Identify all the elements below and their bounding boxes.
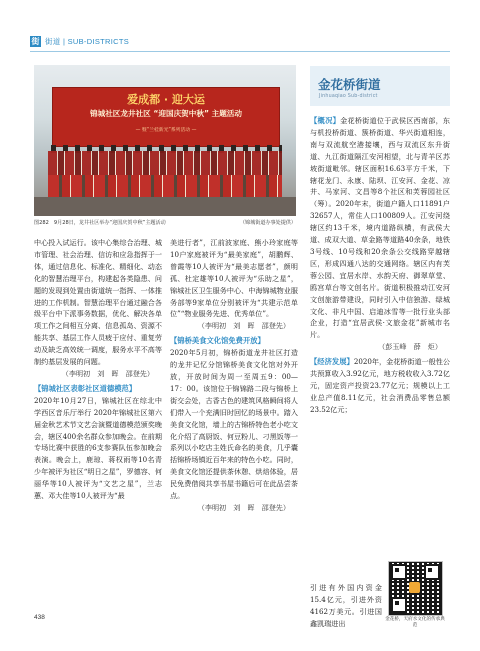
district-subtitle: Jinhuaqiao Sub-district [319,94,378,99]
paragraph: 2020年10月27日，锦城社区在综北中学西区音乐厅举行 2020年锦城社区第六届金秋艺术节文艺会演暨道德模范颁奖晚会，辖区400余名群众参加晚会。在前期专场比赛中获胜的6支参赛队伍参加晚会表演。晚会上，鹿琼、蒋权雨等10名青少年被评为社区“明日之星”，罗德容、何丽华等10人被评为“文艺之星”，兰志蕙、邓大佳等10人被评为“最 [34,395,162,501]
photo-credit: （锦城街道办事处提供） [239,220,296,226]
district-title-box [310,66,450,106]
section-heading: 【锦桥美食文化馆免费开放】 [170,336,265,346]
qr-code-icon [388,561,443,616]
banner-line-2: 锦城社区龙井社区 “迎国庆贺中秋” 主题活动 [90,109,242,118]
qr-caption: 金花桥，天府水文化的传承典范 [385,617,445,628]
byline: （李明初 刘 晖 邵登先） [197,321,290,331]
photo-caption-text: 图282 9月28日，龙井社区举办“迎国庆贺中秋”主题活动 [34,220,166,226]
column-3-tail [310,582,382,630]
page-number: 438 [34,614,45,621]
banner-line-3: — 暨“兰桂新光”系列活动 — [135,128,197,133]
district-title: 金花桥街道 [318,77,381,92]
event-photo [34,65,296,216]
byline: （李明初 刘 晖 邵登先） [197,502,290,512]
section-header [30,34,129,48]
event-banner [52,87,280,147]
column-3 [310,115,450,416]
paragraph: 金花桥街道位于武侯区西南部，东与机投桥街道、簇桥街道、华兴街道相连，南与双流航空港接壤，西与双流区东升街道、九江街道隔江安河相望，北与青羊区苏坡街道毗邻。辖区面积16.63平方千米，下辖花龙门、永康、陆坝、江安河、金花、凉井、马家河、文昌等8个社区和芙蓉园社区（筹）。2020年末，街道户籍人口11891户32657人，常住人口100809人。江安河绕辖区约13千米，境内道路纵横，有武侯大道、成双大道、草金路等道路40余条，地铁3号线、10号线和20余条公交线路穿越辖区，形成四通八达的交通网络。辖区内有芙蓉公园、宜居水岸、水韵天府、御翠草堂、鸥宫草台等文创名片。街道积极推动江安河文创旅游带建设，同时引入中信独游、绿城文化、非凡中国、启迪冰雪等一批行业头部企业，打造“宜居武侯·文旅金花”新城市名片。 [310,116,451,340]
section-title: 街道 | SUB-DISTRICTS [45,36,130,46]
photo-ground [34,197,296,216]
qr-logo-icon [409,582,420,593]
byline: （彭玉峰 薛 炬） [378,342,442,352]
paragraph: 美进行者”，江前波家庭、熊小玲家庭等10户家庭被评为“最美家庭”，胡鹏辉、曾霞等10人被评为“最美志愿者”，颜明孤、杜定雄等10人被评为“乐助之星”，锦城社区卫生服务中心、中海锦城物业服务部等9家单位分别被评为“共建示范单位”“物业服务先进、优秀单位”。 [170,238,298,319]
crowd-group [48,151,282,197]
paragraph: 中心投入试运行。该中心集综合治理、城市管理、社会治理、信访和应急指挥于一体，通过信息化、标准化、精细化、动态化的智慧治理平台，构建起各类隐患、问题的发现到处置由街道统一指挥、一体推进的工作机制。智慧治理平台通过融合各级平台中下派事务数据，优化、解决各单项工作之间相互分离、信息孤岛、资源不能共享、基层工作人员疲于应付、重复劳动及缺乏高效统一调度，服务水平不高等制约基层发展的问题。 [34,238,162,367]
column-1 [34,237,162,502]
section-icon: 街 [31,36,40,46]
byline: （李明初 刘 晖 邵登先） [61,368,154,378]
paragraph: 2020年，金花桥街道一般性公共预算收入3.92亿元，地方税收收入3.72亿元，固定资产投资23.77亿元；规模以上工业总产值8.11亿元，社会消费品零售总额23.52亿元； [310,357,450,414]
section-heading: 【概况】 [310,116,341,125]
paragraph: 2020年5月初，锦桥街道龙井社区打造的龙井记忆分馆锦桥美食文化馆对外开放，开放时间为周一至周五9：00—17：00。该馆位于锦锦路二段与锦桥上街交会处，古香古色的建筑风格瞬间将人们带入一个充满旧时回忆的场景中。踏入美食文化馆，墙上的古锦桥特色老小吃文化介绍了高厨饭、何豆粉儿、刁黑饭等一系列以小吃店主姓氏命名的美食，几乎囊括锦桥场镇近百年来的特色小吃。同时，美食文化馆还提供茶休憩、烘焙体验，居民免费借阅共享书屋书籍后可在此品尝茶点。 [170,348,298,501]
header-divider [30,51,450,52]
column-2 [170,237,298,514]
paragraph: 引进有外国内资金15.4亿元，引进外资4162万美元。引进国鑫凯瑞进出 [310,583,382,628]
photo-caption [34,219,296,226]
banner-line-1: 爱成都 · 迎大运 [127,93,205,106]
section-heading: 【经济发展】 [310,357,354,367]
section-heading: 【锦城社区表彰社区道德模范】 [34,383,137,393]
